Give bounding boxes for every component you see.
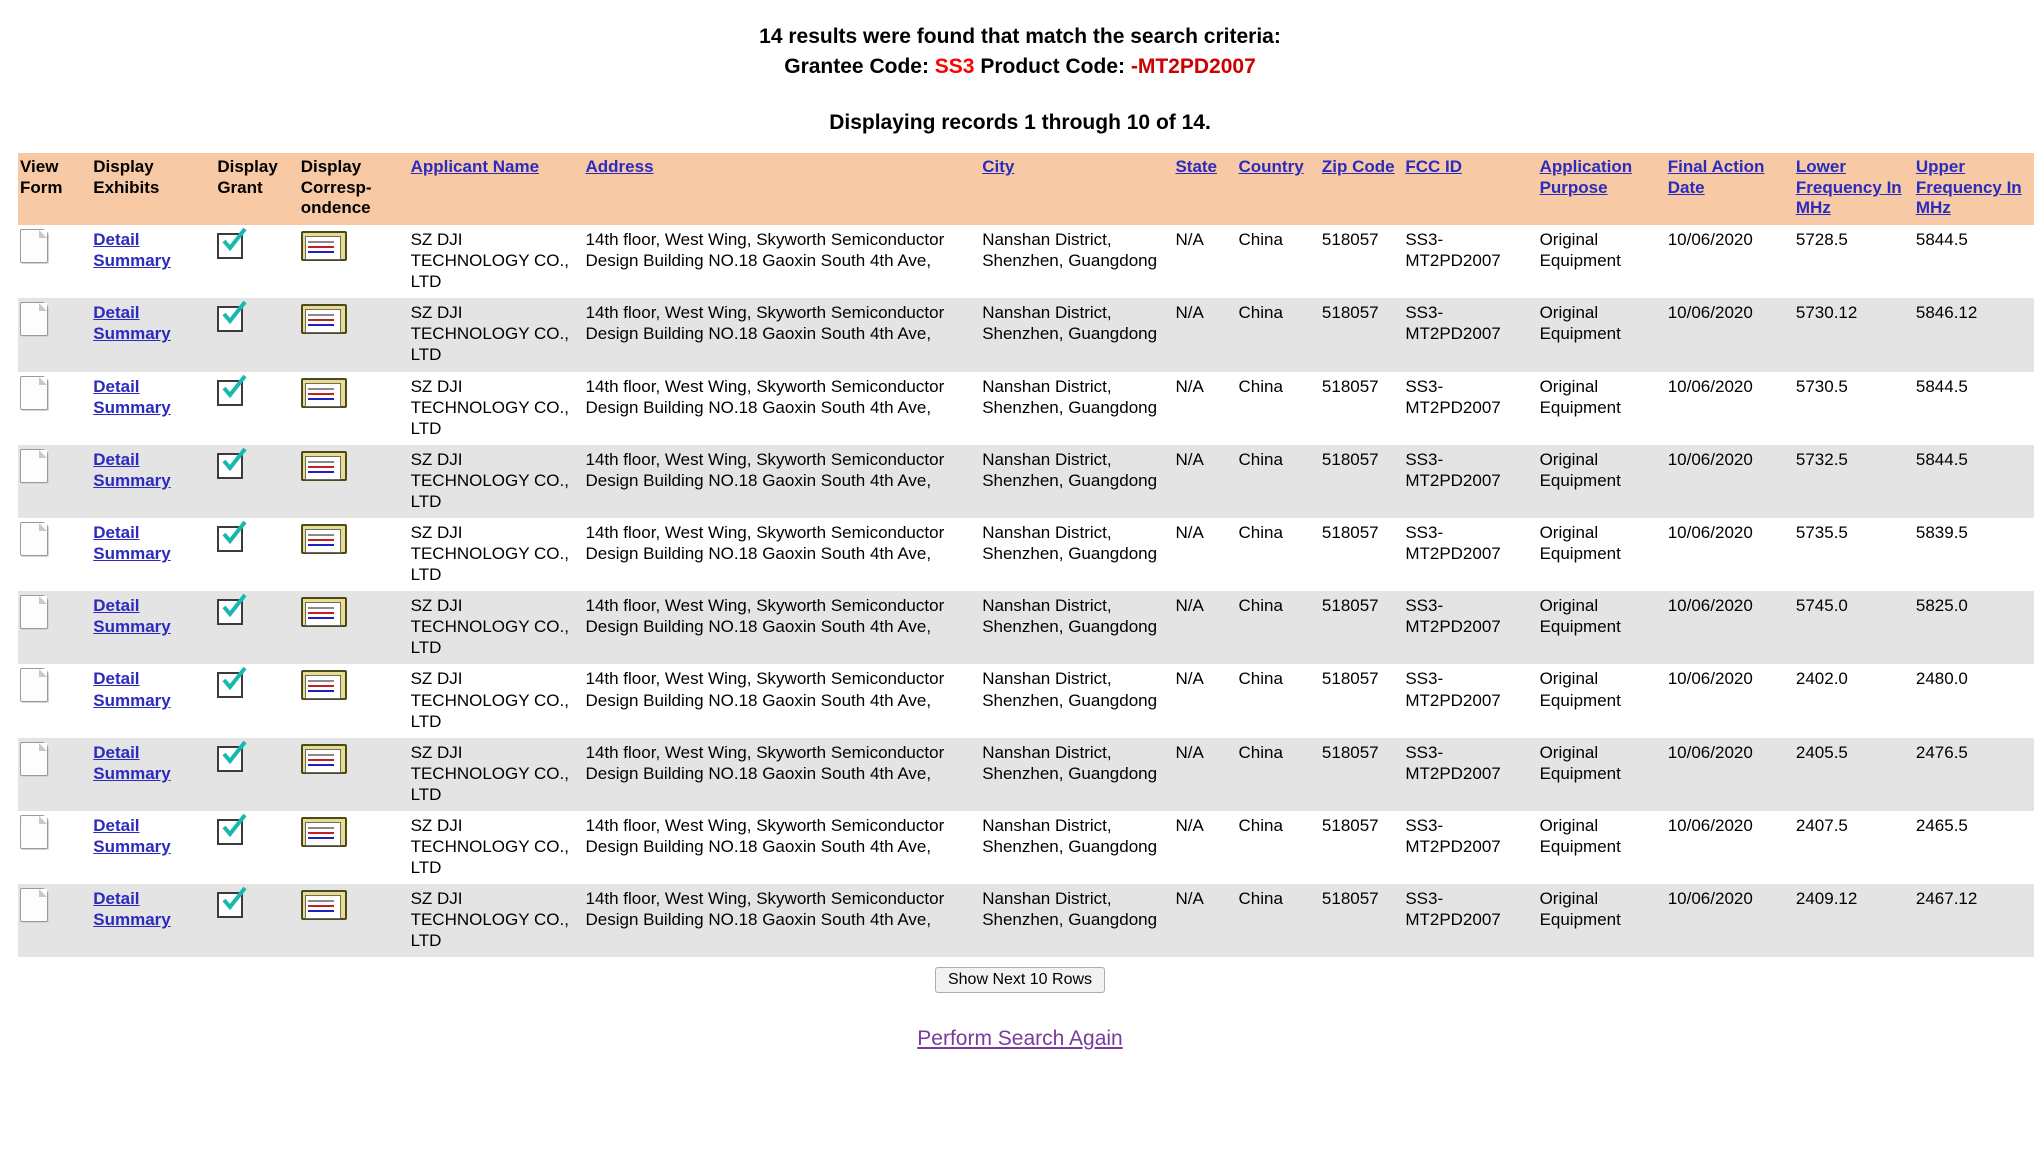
cell-upper-frequency: 2467.12: [1914, 884, 2034, 957]
cell-country: China: [1237, 225, 1320, 298]
cell-city: Nanshan District, Shenzhen, Guangdong: [980, 225, 1173, 298]
cell-application-purpose: Original Equipment: [1538, 591, 1666, 664]
detail-link[interactable]: Detail: [93, 449, 140, 469]
cell-application-purpose: Original Equipment: [1538, 664, 1666, 737]
cell-lower-frequency: 5730.5: [1794, 372, 1914, 445]
cell-final-action-date: 10/06/2020: [1666, 518, 1794, 591]
table-header-row: [18, 153, 2034, 225]
detail-link[interactable]: Detail: [93, 376, 140, 396]
cell-application-purpose: Original Equipment: [1538, 298, 1666, 371]
sort-link-upper-frequency[interactable]: Upper Frequency In MHz: [1915, 156, 2022, 218]
search-criteria-line: [0, 52, 2040, 82]
grantee-code-label: Grantee Code:: [784, 55, 929, 79]
cell-fcc-id: SS3-MT2PD2007: [1403, 811, 1537, 884]
cell-applicant-name: SZ DJI TECHNOLOGY CO., LTD: [409, 298, 584, 371]
results-table-body: [18, 225, 2034, 957]
displaying-records-line: Displaying records 1 through 10 of 14.: [829, 110, 1211, 134]
summary-link[interactable]: Summary: [93, 617, 171, 637]
cell-upper-frequency: 5839.5: [1914, 518, 2034, 591]
cell-display-exhibits: [91, 298, 215, 371]
cell-final-action-date: 10/06/2020: [1666, 884, 1794, 957]
cell-country: China: [1237, 591, 1320, 664]
cell-lower-frequency: 2405.5: [1794, 738, 1914, 811]
cell-zip-code: 518057: [1320, 664, 1403, 737]
sort-link-zip-code[interactable]: Zip Code: [1321, 156, 1395, 176]
cell-display-correspondence[interactable]: [299, 298, 409, 371]
cell-zip-code: 518057: [1320, 811, 1403, 884]
cell-country: China: [1237, 664, 1320, 737]
cell-display-grant[interactable]: [215, 811, 298, 884]
sort-link-address[interactable]: Address: [585, 156, 654, 176]
cell-fcc-id: SS3-MT2PD2007: [1403, 372, 1537, 445]
cell-view-form[interactable]: [18, 225, 91, 298]
cell-state: N/A: [1173, 518, 1236, 591]
cell-display-grant[interactable]: [215, 591, 298, 664]
cell-zip-code: 518057: [1320, 445, 1403, 518]
table-row: [18, 518, 2034, 591]
cell-state: N/A: [1173, 445, 1236, 518]
checkmark-icon[interactable]: [217, 522, 251, 554]
cell-view-form[interactable]: [18, 811, 91, 884]
column-header-view-form: View Form: [18, 153, 91, 225]
cell-lower-frequency: 2409.12: [1794, 884, 1914, 957]
cell-display-correspondence[interactable]: [299, 372, 409, 445]
sort-link-country[interactable]: Country: [1238, 156, 1304, 176]
cell-state: N/A: [1173, 591, 1236, 664]
cell-applicant-name: SZ DJI TECHNOLOGY CO., LTD: [409, 591, 584, 664]
cell-display-exhibits: [91, 225, 215, 298]
cell-country: China: [1237, 372, 1320, 445]
document-icon[interactable]: [20, 668, 48, 702]
cell-view-form[interactable]: [18, 518, 91, 591]
cell-applicant-name: SZ DJI TECHNOLOGY CO., LTD: [409, 445, 584, 518]
column-header-city[interactable]: [980, 153, 1173, 225]
document-icon[interactable]: [20, 522, 48, 556]
cell-city: Nanshan District, Shenzhen, Guangdong: [980, 518, 1173, 591]
cell-final-action-date: 10/06/2020: [1666, 811, 1794, 884]
cell-display-grant[interactable]: [215, 738, 298, 811]
cell-view-form[interactable]: [18, 884, 91, 957]
cell-view-form[interactable]: [18, 664, 91, 737]
cell-display-correspondence[interactable]: [299, 445, 409, 518]
detail-link[interactable]: Detail: [93, 230, 140, 250]
cell-fcc-id: SS3-MT2PD2007: [1403, 298, 1537, 371]
table-row: [18, 445, 2034, 518]
cell-application-purpose: Original Equipment: [1538, 225, 1666, 298]
cell-upper-frequency: 2480.0: [1914, 664, 2034, 737]
cell-address: 14th floor, West Wing, Skyworth Semiconductor Design Building NO.18 Gaoxin South 4th Ave,: [584, 884, 981, 957]
sort-link-state[interactable]: State: [1175, 156, 1218, 176]
cell-zip-code: 518057: [1320, 225, 1403, 298]
show-next-10-rows-button[interactable]: Show Next 10 Rows: [935, 967, 1105, 993]
cell-upper-frequency: 2476.5: [1914, 738, 2034, 811]
cell-city: Nanshan District, Shenzhen, Guangdong: [980, 811, 1173, 884]
cell-lower-frequency: 5730.12: [1794, 298, 1914, 371]
cell-zip-code: 518057: [1320, 884, 1403, 957]
cell-country: China: [1237, 298, 1320, 371]
summary-link[interactable]: Summary: [93, 837, 171, 857]
cell-city: Nanshan District, Shenzhen, Guangdong: [980, 664, 1173, 737]
checkmark-icon[interactable]: [217, 888, 251, 920]
document-icon[interactable]: [20, 595, 48, 629]
sort-link-final-action-date[interactable]: Final Action Date: [1667, 156, 1765, 197]
cell-upper-frequency: 5846.12: [1914, 298, 2034, 371]
document-icon[interactable]: [20, 815, 48, 849]
cell-address: 14th floor, West Wing, Skyworth Semiconductor Design Building NO.18 Gaoxin South 4th Ave,: [584, 591, 981, 664]
cell-state: N/A: [1173, 372, 1236, 445]
cell-application-purpose: Original Equipment: [1538, 372, 1666, 445]
cell-display-grant[interactable]: [215, 664, 298, 737]
cell-address: 14th floor, West Wing, Skyworth Semiconductor Design Building NO.18 Gaoxin South 4th Ave,: [584, 372, 981, 445]
column-header-state[interactable]: [1173, 153, 1236, 225]
cell-display-correspondence[interactable]: [299, 884, 409, 957]
table-row: [18, 225, 2034, 298]
checkmark-icon[interactable]: [217, 302, 251, 334]
detail-link[interactable]: Detail: [93, 742, 140, 762]
cell-display-exhibits: [91, 664, 215, 737]
cell-view-form[interactable]: [18, 372, 91, 445]
cell-applicant-name: SZ DJI TECHNOLOGY CO., LTD: [409, 225, 584, 298]
cell-lower-frequency: 2402.0: [1794, 664, 1914, 737]
envelope-letter-icon[interactable]: [301, 302, 347, 336]
cell-upper-frequency: 5844.5: [1914, 225, 2034, 298]
cell-address: 14th floor, West Wing, Skyworth Semiconductor Design Building NO.18 Gaoxin South 4th Ave,: [584, 445, 981, 518]
cell-country: China: [1237, 445, 1320, 518]
cell-display-grant[interactable]: [215, 298, 298, 371]
detail-link[interactable]: Detail: [93, 815, 140, 835]
detail-link[interactable]: Detail: [93, 596, 140, 616]
cell-applicant-name: SZ DJI TECHNOLOGY CO., LTD: [409, 738, 584, 811]
perform-search-again-link[interactable]: Perform Search Again: [917, 1027, 1123, 1051]
summary-link[interactable]: Summary: [93, 251, 171, 271]
cell-display-exhibits: [91, 518, 215, 591]
sort-link-city[interactable]: City: [982, 156, 1015, 176]
cell-fcc-id: SS3-MT2PD2007: [1403, 664, 1537, 737]
cell-city: Nanshan District, Shenzhen, Guangdong: [980, 591, 1173, 664]
cell-display-correspondence[interactable]: [299, 811, 409, 884]
cell-display-grant[interactable]: [215, 225, 298, 298]
envelope-letter-icon[interactable]: [301, 595, 347, 629]
cell-zip-code: 518057: [1320, 518, 1403, 591]
column-header-display-exhibits: Display Exhibits: [91, 153, 215, 225]
cell-state: N/A: [1173, 225, 1236, 298]
cell-view-form[interactable]: [18, 298, 91, 371]
cell-upper-frequency: 5825.0: [1914, 591, 2034, 664]
cell-city: Nanshan District, Shenzhen, Guangdong: [980, 372, 1173, 445]
cell-state: N/A: [1173, 298, 1236, 371]
column-header-display-grant: Display Grant: [215, 153, 298, 225]
cell-address: 14th floor, West Wing, Skyworth Semiconductor Design Building NO.18 Gaoxin South 4th Ave,: [584, 664, 981, 737]
cell-upper-frequency: 2465.5: [1914, 811, 2034, 884]
cell-country: China: [1237, 884, 1320, 957]
cell-zip-code: 518057: [1320, 298, 1403, 371]
cell-display-exhibits: [91, 372, 215, 445]
column-header-country[interactable]: [1237, 153, 1320, 225]
results-header: [0, 0, 2040, 83]
envelope-letter-icon[interactable]: [301, 229, 347, 263]
column-header-applicant-name[interactable]: [409, 153, 584, 225]
cell-application-purpose: Original Equipment: [1538, 518, 1666, 591]
cell-display-exhibits: [91, 884, 215, 957]
cell-application-purpose: Original Equipment: [1538, 811, 1666, 884]
checkmark-icon[interactable]: [217, 742, 251, 774]
document-icon[interactable]: [20, 888, 48, 922]
cell-application-purpose: Original Equipment: [1538, 738, 1666, 811]
cell-lower-frequency: 2407.5: [1794, 811, 1914, 884]
cell-state: N/A: [1173, 884, 1236, 957]
cell-country: China: [1237, 738, 1320, 811]
document-icon[interactable]: [20, 742, 48, 776]
detail-link[interactable]: Detail: [93, 889, 140, 909]
cell-address: 14th floor, West Wing, Skyworth Semiconductor Design Building NO.18 Gaoxin South 4th Ave,: [584, 518, 981, 591]
cell-fcc-id: SS3-MT2PD2007: [1403, 591, 1537, 664]
cell-lower-frequency: 5728.5: [1794, 225, 1914, 298]
cell-display-grant[interactable]: [215, 518, 298, 591]
product-code-value: -MT2PD2007: [1130, 55, 1256, 79]
cell-display-exhibits: [91, 445, 215, 518]
cell-display-grant[interactable]: [215, 372, 298, 445]
document-icon[interactable]: [20, 302, 48, 336]
column-header-upper-frequency[interactable]: [1914, 153, 2034, 225]
cell-fcc-id: SS3-MT2PD2007: [1403, 225, 1537, 298]
summary-link[interactable]: Summary: [93, 397, 171, 417]
column-header-lower-frequency[interactable]: [1794, 153, 1914, 225]
checkmark-icon[interactable]: [217, 815, 251, 847]
detail-link[interactable]: Detail: [93, 523, 140, 543]
cell-city: Nanshan District, Shenzhen, Guangdong: [980, 738, 1173, 811]
table-row: [18, 738, 2034, 811]
cell-application-purpose: Original Equipment: [1538, 445, 1666, 518]
grantee-code-value: SS3: [934, 55, 975, 79]
column-header-zip-code[interactable]: [1320, 153, 1403, 225]
cell-applicant-name: SZ DJI TECHNOLOGY CO., LTD: [409, 811, 584, 884]
column-header-application-purpose[interactable]: [1538, 153, 1666, 225]
detail-link[interactable]: Detail: [93, 303, 140, 323]
cell-display-exhibits: [91, 738, 215, 811]
summary-link[interactable]: Summary: [93, 763, 171, 783]
checkmark-icon[interactable]: [217, 595, 251, 627]
perform-search-again-container: [0, 1027, 2040, 1051]
cell-fcc-id: SS3-MT2PD2007: [1403, 445, 1537, 518]
cell-city: Nanshan District, Shenzhen, Guangdong: [980, 298, 1173, 371]
summary-link[interactable]: Summary: [93, 470, 171, 490]
cell-fcc-id: SS3-MT2PD2007: [1403, 738, 1537, 811]
cell-address: 14th floor, West Wing, Skyworth Semiconductor Design Building NO.18 Gaoxin South 4th Ave,: [584, 298, 981, 371]
cell-address: 14th floor, West Wing, Skyworth Semiconductor Design Building NO.18 Gaoxin South 4th Ave,: [584, 811, 981, 884]
sort-link-application-purpose[interactable]: Application Purpose: [1539, 156, 1633, 197]
table-row: [18, 884, 2034, 957]
cell-country: China: [1237, 811, 1320, 884]
product-code-label: Product Code:: [980, 55, 1126, 79]
cell-zip-code: 518057: [1320, 591, 1403, 664]
table-row: [18, 372, 2034, 445]
cell-display-grant[interactable]: [215, 445, 298, 518]
cell-applicant-name: SZ DJI TECHNOLOGY CO., LTD: [409, 884, 584, 957]
cell-city: Nanshan District, Shenzhen, Guangdong: [980, 884, 1173, 957]
cell-display-grant[interactable]: [215, 884, 298, 957]
cell-upper-frequency: 5844.5: [1914, 372, 2034, 445]
summary-link[interactable]: Summary: [93, 544, 171, 564]
cell-view-form[interactable]: [18, 738, 91, 811]
cell-lower-frequency: 5732.5: [1794, 445, 1914, 518]
checkmark-icon[interactable]: [217, 229, 251, 261]
cell-applicant-name: SZ DJI TECHNOLOGY CO., LTD: [409, 372, 584, 445]
cell-final-action-date: 10/06/2020: [1666, 445, 1794, 518]
sort-link-applicant-name[interactable]: Applicant Name: [410, 156, 540, 176]
cell-zip-code: 518057: [1320, 372, 1403, 445]
table-row: [18, 591, 2034, 664]
cell-application-purpose: Original Equipment: [1538, 884, 1666, 957]
table-row: [18, 811, 2034, 884]
cell-zip-code: 518057: [1320, 738, 1403, 811]
cell-address: 14th floor, West Wing, Skyworth Semiconductor Design Building NO.18 Gaoxin South 4th Ave,: [584, 738, 981, 811]
envelope-letter-icon[interactable]: [301, 668, 347, 702]
document-icon[interactable]: [20, 229, 48, 263]
cell-display-exhibits: [91, 811, 215, 884]
column-header-fcc-id[interactable]: [1403, 153, 1537, 225]
column-header-display-correspondence: Display Corresp-ondence: [299, 153, 409, 225]
cell-final-action-date: 10/06/2020: [1666, 298, 1794, 371]
cell-display-correspondence[interactable]: [299, 518, 409, 591]
cell-view-form[interactable]: [18, 445, 91, 518]
sort-link-fcc-id[interactable]: FCC ID: [1405, 156, 1462, 176]
cell-final-action-date: 10/06/2020: [1666, 225, 1794, 298]
results-count-line: 14 results were found that match the search criteria:: [759, 25, 1281, 48]
summary-link[interactable]: Summary: [93, 324, 171, 344]
sort-link-lower-frequency[interactable]: Lower Frequency In MHz: [1795, 156, 1902, 218]
cell-fcc-id: SS3-MT2PD2007: [1403, 518, 1537, 591]
cell-state: N/A: [1173, 811, 1236, 884]
cell-display-correspondence[interactable]: [299, 591, 409, 664]
envelope-letter-icon[interactable]: [301, 449, 347, 483]
document-icon[interactable]: [20, 376, 48, 410]
cell-address: 14th floor, West Wing, Skyworth Semiconductor Design Building NO.18 Gaoxin South 4th Ave,: [584, 225, 981, 298]
cell-lower-frequency: 5735.5: [1794, 518, 1914, 591]
checkmark-icon[interactable]: [217, 449, 251, 481]
document-icon[interactable]: [20, 449, 48, 483]
cell-display-correspondence[interactable]: [299, 738, 409, 811]
results-table: [18, 153, 2034, 958]
cell-lower-frequency: 5745.0: [1794, 591, 1914, 664]
cell-upper-frequency: 5844.5: [1914, 445, 2034, 518]
envelope-letter-icon[interactable]: [301, 376, 347, 410]
table-row: [18, 664, 2034, 737]
checkmark-icon[interactable]: [217, 376, 251, 408]
envelope-letter-icon[interactable]: [301, 742, 347, 776]
cell-display-exhibits: [91, 591, 215, 664]
table-row: [18, 298, 2034, 371]
cell-final-action-date: 10/06/2020: [1666, 372, 1794, 445]
cell-view-form[interactable]: [18, 591, 91, 664]
cell-state: N/A: [1173, 664, 1236, 737]
cell-final-action-date: 10/06/2020: [1666, 664, 1794, 737]
envelope-letter-icon[interactable]: [301, 888, 347, 922]
detail-link[interactable]: Detail: [93, 669, 140, 689]
column-header-final-action-date[interactable]: [1666, 153, 1794, 225]
envelope-letter-icon[interactable]: [301, 522, 347, 556]
pagination-controls: [0, 967, 2040, 993]
summary-link[interactable]: Summary: [93, 690, 171, 710]
column-header-address[interactable]: [584, 153, 981, 225]
summary-link[interactable]: Summary: [93, 910, 171, 930]
cell-final-action-date: 10/06/2020: [1666, 591, 1794, 664]
envelope-letter-icon[interactable]: [301, 815, 347, 849]
cell-fcc-id: SS3-MT2PD2007: [1403, 884, 1537, 957]
cell-applicant-name: SZ DJI TECHNOLOGY CO., LTD: [409, 518, 584, 591]
cell-final-action-date: 10/06/2020: [1666, 738, 1794, 811]
cell-display-correspondence[interactable]: [299, 225, 409, 298]
cell-display-correspondence[interactable]: [299, 664, 409, 737]
checkmark-icon[interactable]: [217, 668, 251, 700]
cell-state: N/A: [1173, 738, 1236, 811]
cell-city: Nanshan District, Shenzhen, Guangdong: [980, 445, 1173, 518]
cell-country: China: [1237, 518, 1320, 591]
cell-applicant-name: SZ DJI TECHNOLOGY CO., LTD: [409, 664, 584, 737]
